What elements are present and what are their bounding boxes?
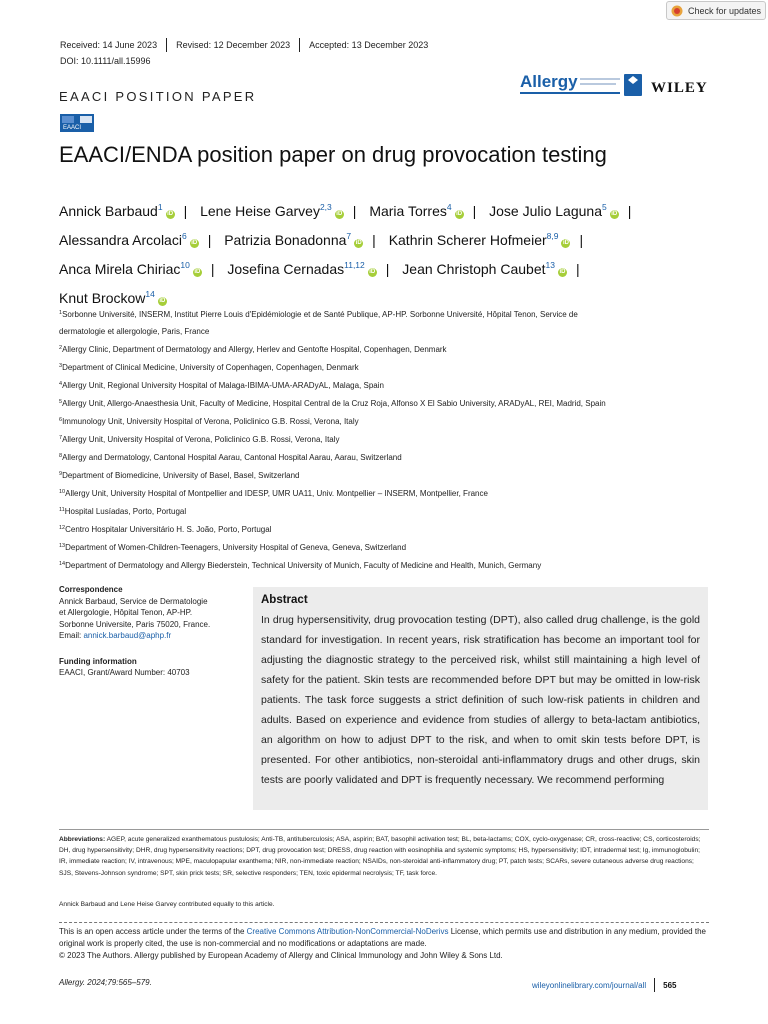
divider — [59, 829, 709, 830]
check-for-updates-label: Check for updates — [688, 5, 762, 16]
affiliation: $^7$Allergy Unit, University Hospital of Verona, Policlinico G.B. Rossi, Verona, Italy — [59, 435, 340, 444]
badge-text: EAACI — [63, 125, 82, 131]
divider — [654, 978, 655, 992]
orcid-icon[interactable]: iD — [194, 269, 201, 275]
allergy-journal-logo — [518, 70, 644, 98]
affiliation: $^3$Department of Clinical Medicine, University of Copenhagen, Copenhagen, Denmark — [59, 363, 359, 372]
affiliation: $^{10}$Allergy Unit, University Hospital of Montpellier and IDESP, UMR UA11, Univ. Montpellier – INSERM, Montpellier, France — [59, 489, 488, 498]
abstract-heading: Abstract — [261, 594, 308, 606]
affiliations — [59, 305, 719, 574]
abstract-text: In drug hypersensitivity, drug provocation testing (DPT), also called drug challenge, is the gold standard for investigation. In recent years, risk stratification has become an important tool for adjusting the diagnostic strategy to the perceived risk, whilst still maintaining a high level of safety for the patient. Skin tests are recommended before DPT but may be omitted in low-risk patients. The task force suggests a strict definition of such low-risk patients in children and adults. Based on experience and evidence from studies of allergy to beta-lactam antibiotics, an algorithm on how to adjust DPT to the risk, and when to omit skin tests before DPT, is presented. For other antibiotics, non-steroidal anti-inflammatory drugs and other drugs, skin tests are poorly validated and DPT is frequently necessary. We recommend performing — [261, 614, 700, 786]
author[interactable]: Lene Heise Garvey$^{2,3}$iD — [200, 202, 343, 219]
affiliation: $^8$Allergy and Dermatology, Cantonal Hospital Aarau, Cantonal Hospital Aarau, Aarau, Switzerland — [59, 453, 402, 462]
funding-heading: Funding information — [59, 656, 137, 666]
author[interactable]: Patrizia Bonadonna$^7$iD — [224, 231, 362, 248]
license-note: This is an open access article under the terms of the Creative Commons Attribution-NonCommercial-NoDerivs License, which permits use and distribution in any medium, provided the original work is properly cited, the use is non-commercial and no modifications or adaptations are made. © 2023 The Authors. Allergy published by European Academy of Allergy and Clinical Immunology and John Wiley & Sons Ltd. — [59, 926, 709, 962]
affiliation: $^2$Allergy Clinic, Department of Dermatology and Allergy, Herlev and Gentofte Hospital, Copenhagen, Denmark — [59, 345, 447, 354]
correspondence-line: Sorbonne Universite, Paris 75020, France. — [59, 619, 211, 629]
funding-text: EAACI, Grant/Award Number: 40703 — [59, 668, 190, 677]
orcid-icon[interactable]: iD — [559, 269, 566, 275]
author[interactable]: Josefina Cernadas$^{11,12}$iD — [227, 260, 376, 277]
equal-contribution-note: Annick Barbaud and Lene Heise Garvey contributed equally to this article. — [59, 901, 275, 908]
orcid-icon[interactable]: iD — [611, 211, 618, 217]
orcid-icon[interactable]: iD — [336, 211, 343, 217]
article-dates — [60, 38, 428, 52]
received-date: Received: 14 June 2023 — [60, 40, 158, 50]
author[interactable]: Jean Christoph Caubet$^{13}$iD — [402, 260, 566, 277]
author[interactable]: Knut Brockow$^{14}$iD — [59, 289, 166, 306]
abstract-box — [253, 587, 708, 810]
orcid-icon[interactable]: iD — [562, 240, 569, 246]
affiliation: $^{11}$Hospital Lusíadas, Porto, Portugal — [59, 507, 187, 516]
affiliation: dermatologie et allergologie, Paris, France — [59, 327, 210, 336]
paper-title: EAACI/ENDA position paper on drug provocation testing — [59, 142, 607, 167]
affiliation: $^{14}$Department of Dermatology and Allergy Biederstein, Technical University of Munich, Faculty of Medicine and Health, Munich, Germany — [59, 561, 542, 570]
revised-date: Revised: 12 December 2023 — [176, 40, 291, 50]
orcid-icon[interactable]: iD — [355, 240, 362, 246]
correspondence-line: et Allergologie, Hôpital Tenon, AP-HP. — [59, 608, 193, 617]
divider — [59, 922, 709, 923]
affiliation: $^9$Department of Biomedicine, University of Basel, Basel, Switzerland — [59, 471, 300, 480]
affiliation: $^5$Allergy Unit, Allergo-Anaesthesia Unit, Faculty of Medicine, Hospital Central de la Cruz Roja, Alfonso X El Sabio University, ARADyAL, REI, Madrid, Spain — [59, 399, 606, 408]
accepted-date: Accepted: 13 December 2023 — [309, 40, 429, 50]
author-list — [59, 195, 719, 311]
author[interactable]: Kathrin Scherer Hofmeier$^{8,9}$iD — [388, 231, 569, 248]
author-line: Annick Barbaud$^1$iD | Lene Heise Garvey$^{2,3}$iD | Maria Torres$^4$iD | Jose Julio Laguna$^5$iD | — [59, 202, 632, 219]
orcid-icon[interactable]: iD — [456, 211, 463, 217]
author[interactable]: Annick Barbaud$^1$iD — [59, 202, 174, 219]
footer-right — [532, 978, 676, 992]
affiliation: $^{13}$Department of Women-Children-Teenagers, University Hospital of Geneva, Geneva, Switzerland — [59, 543, 407, 552]
divider — [299, 38, 300, 52]
affiliation: $^{12}$Centro Hospitalar Universitário H. S. João, Porto, Portugal — [59, 525, 272, 534]
check-for-updates-button[interactable] — [666, 1, 766, 20]
email-link[interactable]: annick.barbaud@aphp.fr — [83, 631, 172, 640]
author[interactable]: Anca Mirela Chiriac$^{10}$iD — [59, 260, 201, 277]
orcid-icon[interactable]: iD — [369, 269, 376, 275]
affiliation: $^1$Sorbonne Université, INSERM, Institut Pierre Louis d'Epidémiologie et de Santé Publique, AP-HP. Sorbonne Université, Hôpital Tenon, Service de — [59, 310, 578, 319]
allergy-logo-word: Allergy — [520, 72, 578, 91]
copyright: © 2023 The Authors. Allergy published by European Academy of Allergy and Clinical Immunology and John Wiley & Sons Ltd. — [59, 951, 503, 960]
journal-citation: Allergy. 2024;79:565–579. — [59, 978, 152, 987]
affiliation: $^4$Allergy Unit, Regional University Hospital of Malaga-IBIMA-UMA-ARADyAL, Malaga, Spain — [59, 381, 384, 390]
section-label: EAACI POSITION PAPER — [59, 89, 257, 104]
author-line: Anca Mirela Chiriac$^{10}$iD | Josefina Cernadas$^{11,12}$iD | Jean Christoph Caubet$^{13}$iD | — [59, 260, 580, 277]
wiley-logo: WILEY — [651, 80, 708, 96]
affiliation: $^6$Immunology Unit, University Hospital of Verona, Policlinico G.B. Rossi, Verona, Italy — [59, 417, 359, 426]
correspondence-heading: Correspondence — [59, 585, 123, 594]
abbreviations: Abbreviations: AGEP, acute generalized exanthematous pustulosis; Anti-TB, antituberculosis; ASA, aspirin; BAT, basophil activation test; BL, beta-lactams; COX, cyclo-oxygenase; CR, cross-reactive; CS, corticosteroids; DH, drug hypersensitivity; DHR, drug hypersensitivity reactions; DPT, drug provocation test; DRESS, drug reaction with eosinophilia and systemic symptoms; HS, hypersensitivity; IDT, intradermal test; Ig, immunoglobulin; IR, immediate reaction; IV, intravenous; MPE, maculopapular exanthema; NIR, non-immediate reaction; NSAIDs, non-steroidal anti-inflammatory drug; PT, patch tests; SCARs, severe cutaneous adverse drug reactions; SJS, Stevens-Johnson syndrome; SPT, skin prick tests; SR, selective responders; TEN, toxic epidermal necrolysis; TF, task force. — [59, 836, 701, 877]
update-icon — [671, 5, 683, 17]
eaaci-logo-icon — [518, 70, 644, 98]
eaaci-badge — [60, 114, 94, 132]
page-number: 565 — [663, 980, 677, 990]
license-link[interactable]: Creative Commons Attribution-NonCommercial-NoDerivs — [246, 927, 449, 936]
author[interactable]: Alessandra Arcolaci$^6$iD — [59, 231, 198, 248]
doi: DOI: 10.1111/all.15996 — [60, 56, 151, 66]
author[interactable]: Maria Torres$^4$iD — [369, 202, 463, 219]
divider — [166, 38, 167, 52]
author-line: Alessandra Arcolaci$^6$iD | Patrizia Bonadonna$^7$iD | Kathrin Scherer Hofmeier$^{8,9}$iD | — [59, 231, 584, 248]
orcid-icon[interactable]: iD — [191, 240, 198, 246]
orcid-icon[interactable]: iD — [159, 298, 166, 304]
journal-url-link[interactable]: wileyonlinelibrary.com/journal/all — [532, 980, 647, 990]
orcid-icon[interactable]: iD — [167, 211, 174, 217]
email-line: Email: annick.barbaud@aphp.fr — [59, 631, 172, 640]
eaaci-badge-icon — [60, 114, 94, 132]
correspondence-block — [59, 584, 239, 679]
author[interactable]: Jose Julio Laguna$^5$iD — [489, 202, 618, 219]
correspondence-line: Annick Barbaud, Service de Dermatologie — [59, 596, 208, 606]
